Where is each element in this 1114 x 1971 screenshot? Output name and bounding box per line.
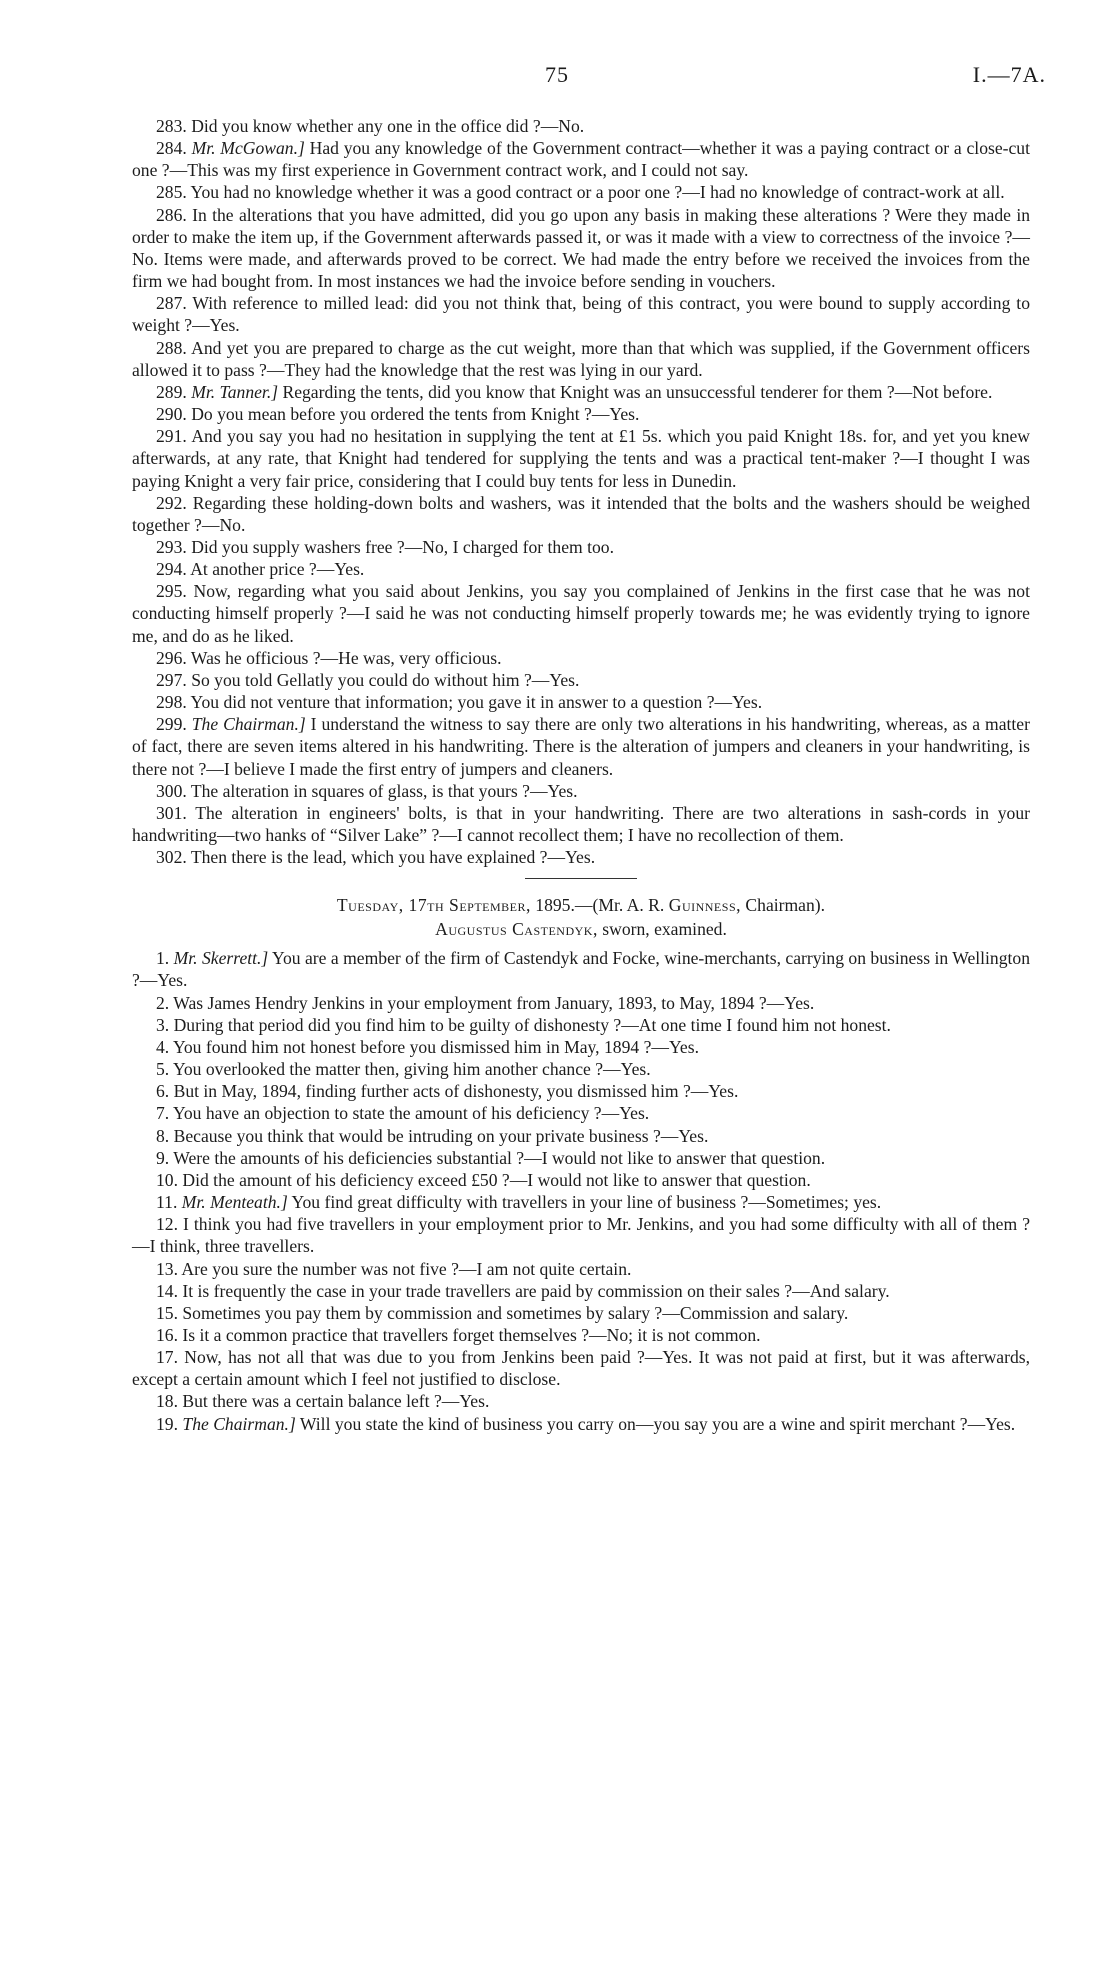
page-number: 75: [545, 62, 569, 87]
question-paragraph: [132, 1258, 1030, 1280]
speaker-name: Mr. Menteath.]: [181, 1192, 288, 1213]
question-text: You find great difficulty with travellers in your line of business ?—Sometimes; yes.: [287, 1192, 882, 1213]
question-text: 3. During that period did you find him to be guilty of dishonesty ?—At one time I found him not honest.: [156, 1014, 891, 1035]
question-text: 298. You did not venture that information; you gave it in answer to a question ?—Yes.: [156, 692, 763, 713]
question-paragraph: [132, 1191, 1030, 1213]
question-text: 283. Did you know whether any one in the office did ?—No.: [156, 116, 585, 136]
question-text: 294. At another price ?—Yes.: [156, 559, 365, 580]
question-text: 296. Was he officious ?—He was, very officious.: [156, 647, 502, 668]
question-paragraph: [132, 1102, 1030, 1124]
question-paragraph: [132, 947, 1030, 991]
page-header: [0, 62, 1114, 92]
question-paragraph: [132, 1169, 1030, 1191]
question-text: 13. Are you sure the number was not five ?—I am not quite certain.: [156, 1258, 632, 1279]
question-text: 10. Did the amount of his deficiency exceed £50 ?—I would not like to answer that question.: [156, 1169, 811, 1190]
question-text: Had you any knowledge of the Government contract—whether it was a paying contract or a close-cut one ?—This was my first experience in Government contract work, and I could not say.: [132, 138, 1030, 181]
question-text: 14. It is frequently the case in your trade travellers are paid by commission on their sales ?—And salary.: [156, 1280, 890, 1301]
heading-chairman-role: Chairman).: [741, 895, 826, 916]
speaker-name: Mr. Tanner.]: [191, 381, 279, 402]
speaker-name: The Chairman.]: [182, 1413, 296, 1434]
question-paragraph: [132, 1390, 1030, 1412]
heading-year: 1895.—(Mr. A. R.: [530, 895, 669, 916]
question-paragraph: [132, 425, 1030, 491]
question-text: 16. Is it a common practice that travellers forget themselves ?—No; it is not common.: [156, 1324, 761, 1345]
question-paragraph: [132, 1058, 1030, 1080]
question-paragraph: [132, 992, 1030, 1014]
question-paragraph: [132, 536, 1030, 558]
question-paragraph: [132, 558, 1030, 580]
question-text: 4. You found him not honest before you dismissed him in May, 1894 ?—Yes.: [156, 1036, 699, 1057]
witness-heading: [132, 917, 1030, 941]
question-text: 297. So you told Gellatly you could do without him ?—Yes.: [156, 669, 580, 690]
question-text: 8. Because you think that would be intruding on your private business ?—Yes.: [156, 1125, 709, 1146]
question-paragraph: [132, 115, 1030, 137]
witness-status: sworn, examined.: [597, 919, 727, 940]
question-paragraph: [132, 713, 1030, 779]
section-divider: [525, 878, 637, 879]
question-paragraph: [132, 846, 1030, 868]
document-body: [132, 115, 1030, 1435]
question-paragraph: [132, 403, 1030, 425]
question-paragraph: [132, 1324, 1030, 1346]
question-text: 7. You have an objection to state the amount of his deficiency ?—Yes.: [156, 1103, 650, 1124]
evidence-section-2: [132, 947, 1030, 1434]
question-paragraph: [132, 1147, 1030, 1169]
question-number: 19.: [156, 1413, 178, 1434]
question-text: 295. Now, regarding what you said about Jenkins, you say you complained of Jenkins in the first case that he was not conducting himself properly ?—I said he was not conducting himself properly towards me; he was evidently trying to ignore me, and do as he liked.: [132, 581, 1030, 646]
question-text: 293. Did you supply washers free ?—No, I charged for them too.: [156, 536, 614, 557]
question-text: 17. Now, has not all that was due to you from Jenkins been paid ?—Yes. It was not paid at first, but it was afterwards, except a certain amount which I feel not justified to disclose.: [132, 1347, 1030, 1390]
heading-chairman-name: Guinness,: [668, 895, 742, 916]
question-paragraph: [132, 691, 1030, 713]
question-paragraph: [132, 647, 1030, 669]
question-text: 285. You had no knowledge whether it was a good contract or a poor one ?—I had no knowledge of contract-work at all.: [156, 182, 1005, 203]
question-paragraph: [132, 1080, 1030, 1102]
question-text: 286. In the alterations that you have admitted, did you go upon any basis in making these alterations ? Were they made in order to make the item up, if the Government afterwards passed it, or was it made with a view to correctness of the invoice ?—No. Items were made, and afterwards proved to be correct. We had made the entry before we received the invoices from the firm we had bought from. In most instances we had the invoice before sending in vouchers.: [132, 204, 1030, 292]
question-paragraph: [132, 580, 1030, 646]
heading-day: Tuesday,: [336, 895, 404, 916]
question-paragraph: [132, 1413, 1030, 1435]
question-paragraph: [132, 1014, 1030, 1036]
question-paragraph: [132, 1280, 1030, 1302]
question-paragraph: [132, 669, 1030, 691]
question-paragraph: [132, 802, 1030, 846]
question-text: 287. With reference to milled lead: did you not think that, being of this contract, you were bound to supply according to weight ?—Yes.: [132, 293, 1030, 336]
question-paragraph: [132, 780, 1030, 802]
heading-date: 17th: [403, 895, 450, 916]
question-paragraph: [132, 137, 1030, 181]
question-text: 292. Regarding these holding-down bolts and washers, was it intended that the bolts and the washers should be weighed together ?—No.: [132, 492, 1030, 535]
sitting-heading: [132, 893, 1030, 917]
question-paragraph: [132, 492, 1030, 536]
document-reference: I.—7A.: [972, 62, 1046, 87]
question-paragraph: [132, 1036, 1030, 1058]
question-text: You are a member of the firm of Castendyk and Focke, wine-merchants, carrying on business in Wellington ?—Yes.: [132, 948, 1030, 991]
question-text: 18. But there was a certain balance left ?—Yes.: [156, 1391, 490, 1412]
question-text: 302. Then there is the lead, which you have explained ?—Yes.: [156, 847, 596, 868]
question-number: 284.: [156, 138, 187, 159]
question-text: 2. Was James Hendry Jenkins in your employment from January, 1893, to May, 1894 ?—Yes.: [156, 992, 815, 1013]
question-paragraph: [132, 204, 1030, 293]
question-paragraph: [132, 381, 1030, 403]
question-text: 300. The alteration in squares of glass, is that yours ?—Yes.: [156, 780, 578, 801]
question-text: 288. And yet you are prepared to charge as the cut weight, more than that which was supplied, if the Government officers allowed it to pass ?—They had the knowledge that the rest was lying in our yard.: [132, 337, 1030, 380]
evidence-section-1: [132, 115, 1030, 868]
question-text: 290. Do you mean before you ordered the tents from Knight ?—Yes.: [156, 404, 640, 425]
heading-month: September,: [449, 895, 531, 916]
question-number: 289.: [156, 381, 187, 402]
question-text: 291. And you say you had no hesitation in supplying the tent at £1 5s. which you paid Knight 18s. for, and yet you knew afterwards, at any rate, that Knight had tendered for supplying the tents and was a practical tent-maker ?—I thought I was paying Knight a very fair price, considering that I could buy tents for less in Dunedin.: [132, 426, 1030, 491]
question-paragraph: [132, 1346, 1030, 1390]
question-paragraph: [132, 181, 1030, 203]
question-number: 11.: [156, 1192, 178, 1213]
question-paragraph: [132, 1213, 1030, 1257]
question-text: 12. I think you had five travellers in your employment prior to Mr. Jenkins, and you had some difficulty with all of them ?—I think, three travellers.: [132, 1214, 1030, 1257]
question-number: 299.: [156, 714, 187, 735]
speaker-name: Mr. Skerrett.]: [173, 948, 269, 969]
question-text: 6. But in May, 1894, finding further acts of dishonesty, you dismissed him ?—Yes.: [156, 1081, 739, 1102]
speaker-name: The Chairman.]: [191, 714, 306, 735]
witness-name: Augustus Castendyk,: [435, 919, 598, 940]
question-text: Will you state the kind of business you carry on—you say you are a wine and spirit merchant ?—Yes.: [295, 1413, 1016, 1434]
question-text: 15. Sometimes you pay them by commission and sometimes by salary ?—Commission and salary.: [156, 1302, 849, 1323]
question-text: 301. The alteration in engineers' bolts, is that in your handwriting. There are two alterations in sash-cords in your handwriting—two hanks of “Silver Lake” ?—I cannot recollect them; I have no recollection of them.: [132, 802, 1030, 845]
question-paragraph: [132, 337, 1030, 381]
speaker-name: Mr. McGowan.]: [191, 138, 305, 159]
question-text: 5. You overlooked the matter then, giving him another chance ?—Yes.: [156, 1059, 651, 1080]
question-text: I understand the witness to say there are only two alterations in his handwriting, whereas, as a matter of fact, there are seven items altered in his handwriting. There is the alteration of jumpers and cleaners in your handwriting, is there not ?—I believe I made the first entry of jumpers and cleaners.: [132, 714, 1030, 779]
question-text: Regarding the tents, did you know that Knight was an unsuccessful tenderer for them ?—Not before.: [278, 381, 993, 402]
question-paragraph: [132, 1302, 1030, 1324]
question-text: 9. Were the amounts of his deficiencies substantial ?—I would not like to answer that question.: [156, 1147, 826, 1168]
question-paragraph: [132, 1125, 1030, 1147]
question-paragraph: [132, 292, 1030, 336]
question-number: 1.: [156, 948, 170, 969]
